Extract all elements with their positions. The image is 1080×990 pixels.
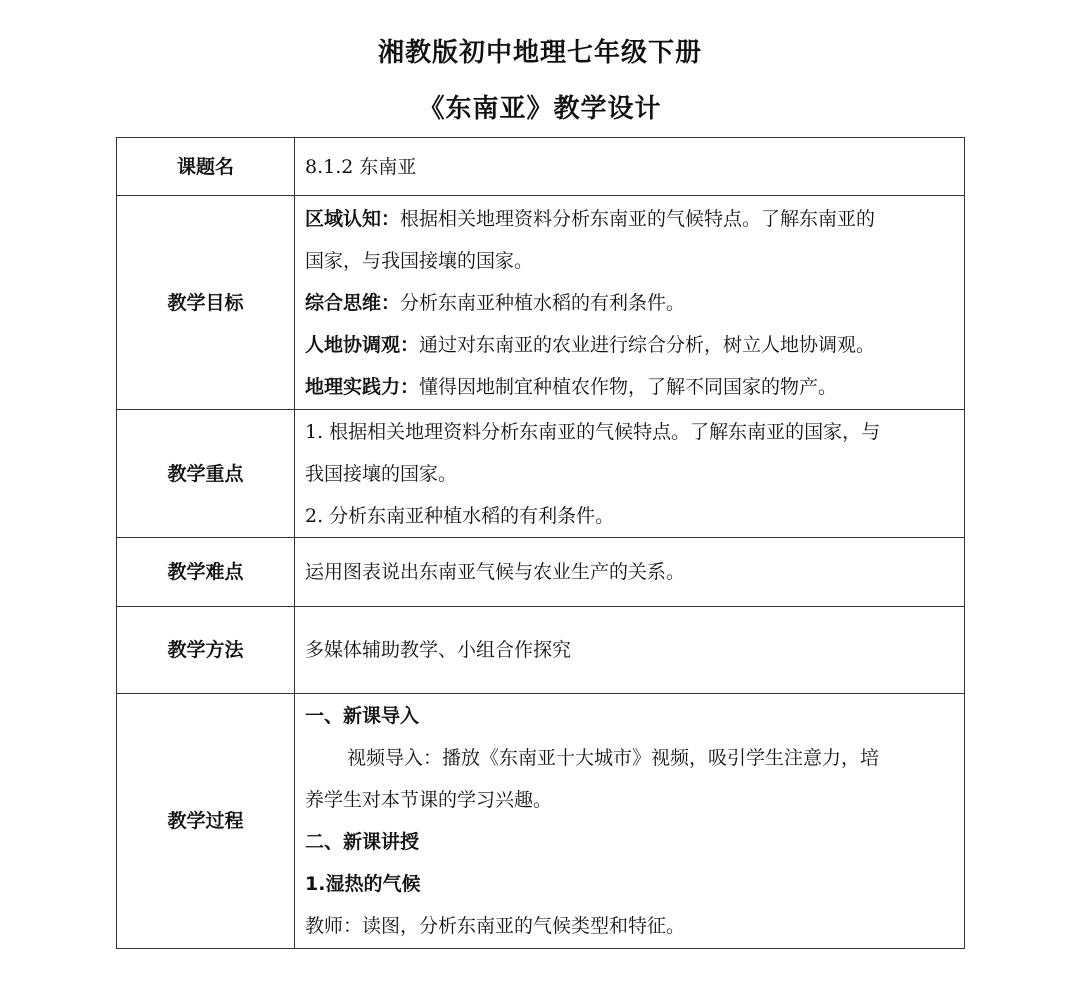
objective-regional-line2: 国家，与我国接壤的国家。 [305,249,534,272]
objective-heading: 综合思维： [305,291,401,314]
objective-text: 根据相关地理资料分析东南亚的气候特点。了解东南亚的 [400,207,876,230]
topic-value [295,138,965,196]
objective-heading: 地理实践力： [305,375,420,398]
process-section-heading: 二、新课讲授 [305,831,420,853]
objective-text: 分析东南亚种植水稻的有利条件。 [400,291,686,314]
key-points-label: 教学重点 [117,410,295,538]
process-label: 教学过程 [117,694,295,949]
lesson-design-table [116,137,965,949]
objective-practice-line [305,366,954,408]
difficulties-text: 运用图表说出东南亚气候与农业生产的关系。 [305,561,686,583]
table-row-process [117,694,965,949]
table-row-key-points [117,410,965,538]
key-point-line: 2. 分析东南亚种植水稻的有利条件。 [305,504,615,527]
topic-label: 课题名 [117,138,295,196]
methods-label: 教学方法 [117,607,295,694]
objective-regional-line [305,198,954,240]
objectives-label: 教学目标 [117,196,295,410]
process-teacher-line: 教师：读图，分析东南亚的气候类型和特征。 [305,915,686,937]
key-point-line: 我国接壤的国家。 [305,462,458,485]
document-subtitle: 《东南亚》教学设计 [418,94,662,124]
methods-content [295,607,965,694]
table-row-topic [117,138,965,196]
methods-text: 多媒体辅助教学、小组合作探究 [305,639,572,661]
objective-text: 懂得因地制宜种植农作物，了解不同国家的物产。 [419,375,838,398]
objective-heading: 区域认知： [305,207,401,230]
objectives-content [295,196,965,410]
table-row-objectives [117,196,965,410]
table-row-methods [117,607,965,694]
objective-harmony-line [305,324,954,366]
process-section-heading: 一、新课导入 [305,705,420,727]
difficulties-label: 教学难点 [117,538,295,607]
process-content [295,694,965,949]
process-intro-line: 视频导入：播放《东南亚十大城市》视频，吸引学生注意力，培 [347,747,880,769]
objective-text: 通过对东南亚的农业进行综合分析，树立人地协调观。 [419,333,876,356]
objective-thinking-line [305,282,954,324]
difficulties-content [295,538,965,607]
objective-heading: 人地协调观： [305,333,420,356]
process-intro-line2: 养学生对本节课的学习兴趣。 [305,789,553,811]
topic-text: 8.1.2 东南亚 [305,155,417,178]
process-subsection-heading: 1.湿热的气候 [305,873,421,895]
key-point-line: 1. 根据相关地理资料分析东南亚的气候特点。了解东南亚的国家，与 [305,420,881,443]
table-row-difficulties [117,538,965,607]
document-title: 湘教版初中地理七年级下册 [377,38,702,68]
key-points-content [295,410,965,538]
